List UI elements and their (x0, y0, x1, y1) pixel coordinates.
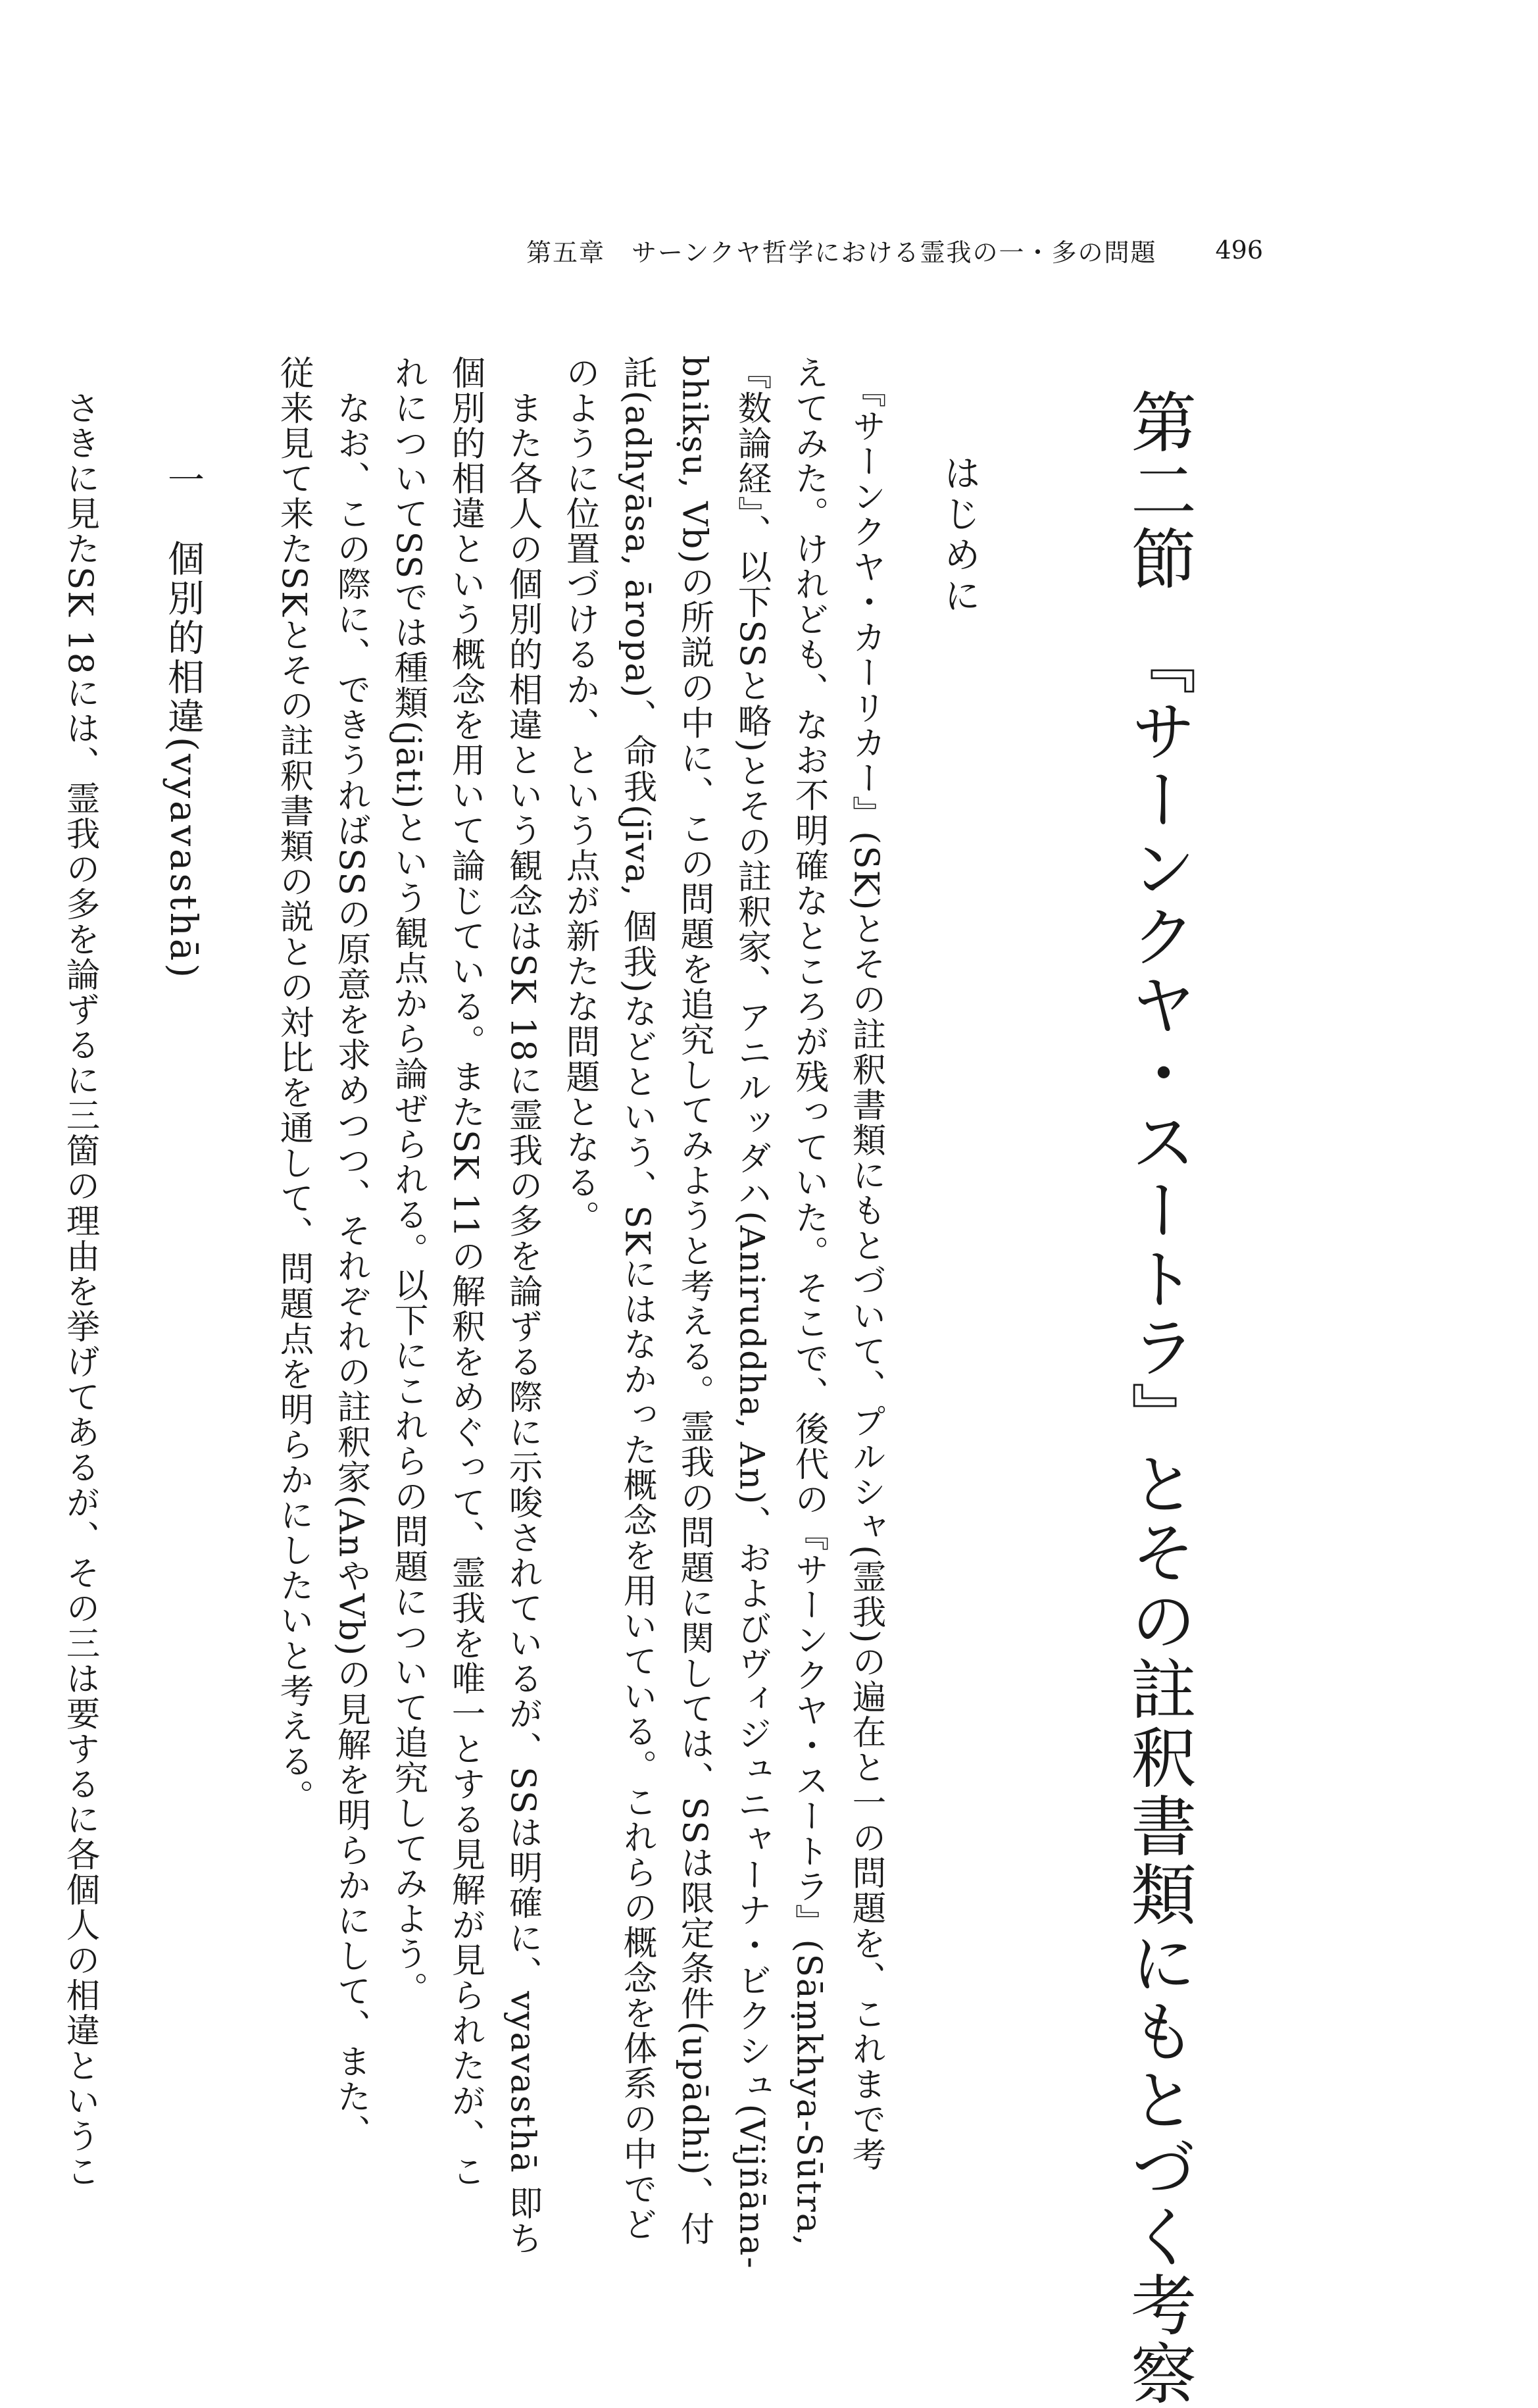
body-line: 『数論経』、以下SSと略)とその註釈家、アニルッダハ(Aniruddha, An)、およびヴィジュニャーナ・ビクシュ(Vijñāna- (732, 355, 772, 2270)
running-head: 第五章 サーンクヤ哲学における霊我の一・多の問題 (526, 238, 1157, 267)
subheading-individual-difference: 一 個別的相違(vyavasthā) (162, 461, 205, 981)
body-line: 個別的相違という概念を用いて論じている。またSK 11の解釈をめぐって、霊我を唯一とする見解が見られたが、こ (445, 355, 485, 2190)
body-line: さきに見たSK 18には、霊我の多を論ずるに三箇の理由を挙げてあるが、その三は要するに各個人の相違というこ (60, 355, 100, 2190)
page-number: 496 (1215, 236, 1263, 264)
body-line: 従来見て来たSKとその註釈書類の説との対比を通して、問題点を明らかにしたいと考える。 (274, 355, 314, 1815)
body-line: また各人の個別的相違という観念はSK 18に霊我の多を論ずる際に示唆されているが、SSは明確に、vyavasthā 即ち (503, 355, 543, 2257)
body-line: れについてSSでは種類(jāti)という観点から論ぜられる。以下にこれらの問題について追究してみよう。 (388, 355, 428, 2007)
body-line: bhikṣu, Vb)の所説の中に、この問題を追究してみようと考える。霊我の問題に関しては、SSは限定条件(upādhi)、付 (674, 355, 714, 2247)
body-line: のように位置づけるか、という点が新たな問題となる。 (560, 355, 600, 1236)
subsection-title: はじめに (938, 454, 981, 617)
section-title: 第二節 『サーンクヤ・スートラ』とその註釈書類にもとづく考察 (1120, 388, 1197, 2408)
body-line: なお、この際に、できうればSSの原意を求めつつ、それぞれの註釈家(AnやVb)の見解を明らかにして、また、 (331, 355, 371, 2150)
body-line: 『サーンクヤ・カーリカー』(SK)とその註釈書類にもとづいて、プルシャ(霊我)の遍在と一の問題を、これまで考 (846, 355, 886, 2172)
page-header (526, 230, 1263, 270)
body-line: えてみた。けれども、なお不明確なところが残っていた。そこで、後代の『サーンクヤ・スートラ』(Sāṃkhya-Sūtra, (789, 355, 829, 2247)
body-line: 託(adhyāsa, āropa)、命我(jīva, 個我)などという、SKにはなかった概念を用いている。これらの概念を体系の中でど (617, 355, 657, 2242)
